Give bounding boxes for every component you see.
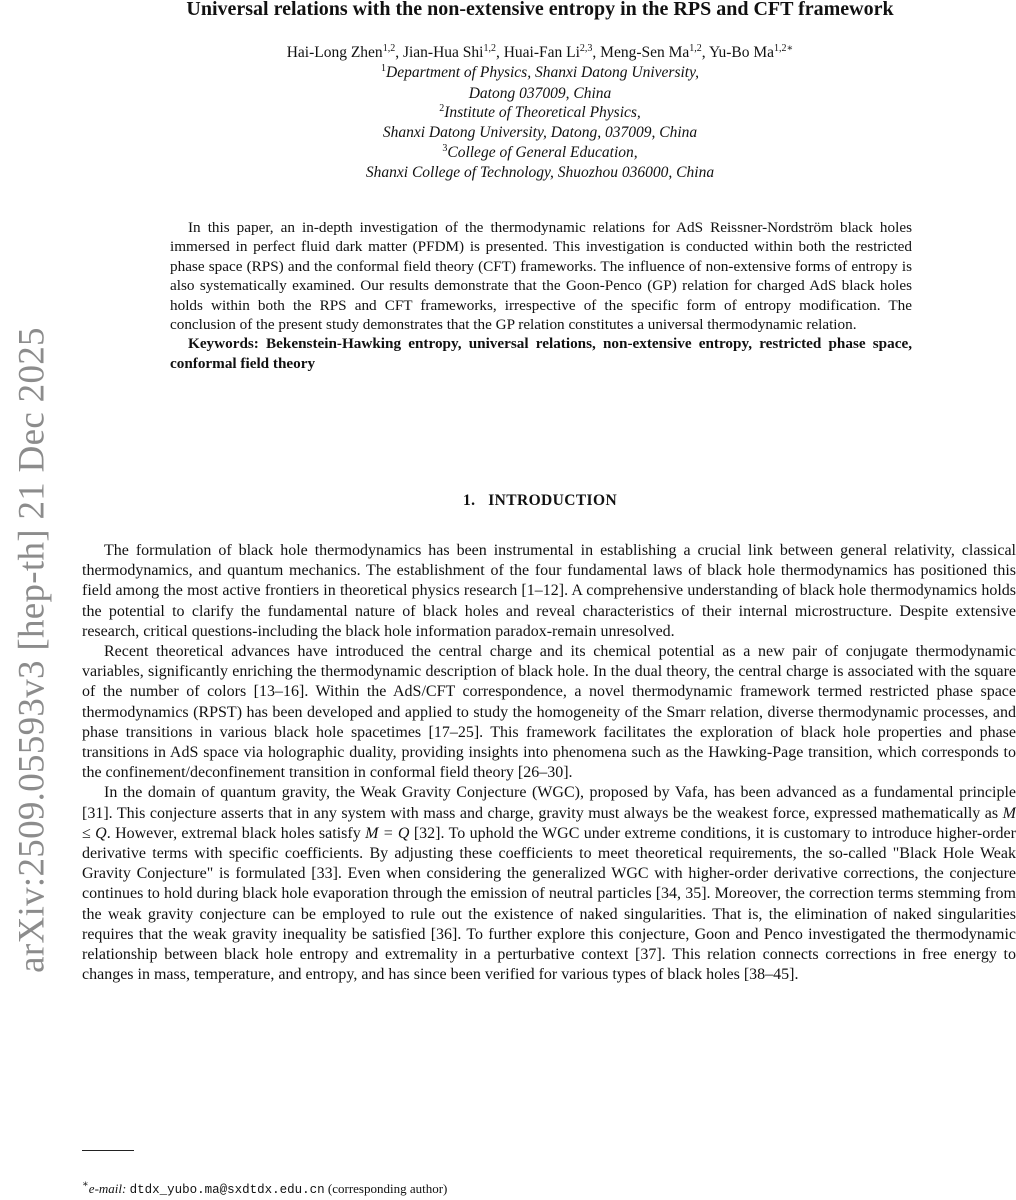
author-affiliation-mark: 1,2: [382, 43, 396, 54]
paragraph: In the domain of quantum gravity, the Weak Gravity Conjecture (WGC), proposed by Vafa, has been advanced as a fundamental principle [31]. This conjecture asserts that in any system with mass and charge, gravity must always be the weakest force, expressed mathematically as M ≤ Q. However, extremal black holes satisfy M = Q [32]. To uphold the WGC under extreme conditions, it is customary to introduce higher-order derivative terms with specific coefficients. By adjusting these coefficients to meet theoretical requirements, the so-called "Black Hole Weak Gravity Conjecture" is formulated [33]. Even when considering the generalized WGC with higher-order derivative corrections, the conjecture continues to hold during black hole evaporation through the emission of neutral particles [34, 35]. Moreover, the correction terms stemming from the weak gravity conjecture can be employed to rule out the existence of naked singularities. That is, the elimination of naked singularities requires that the weak gravity inequality be satisfied [36]. To further explore this conjecture, Goon and Penco investigated the thermodynamic relationship between black hole entropy and extremality in a perturbative context [37]. This relation connects corrections in free energy to changes in mass, temperature, and entropy, and has since been verified for various types of black holes [38–45].: [82, 784, 1016, 984]
keywords: [170, 334, 912, 373]
paragraph: Recent theoretical advances have introduced the central charge and its chemical potential as a new pair of conjugate thermodynamic variables, significantly enriching the thermodynamic description of black hole. In the dual theory, the central charge is associated with the square of the number of colors [13–16]. Within the AdS/CFT correspondence, a novel thermodynamic framework termed restricted phase space thermodynamics (RPST) has been developed and applied to study the homogeneity of the Smarr relation, diverse thermodynamic processes, and phase transitions in various black hole spacetimes [17–25]. This framework facilitates the exploration of black hole properties and phase transitions in AdS space via holographic duality, providing insights into phenomena such as the Hawking-Page transition, which corresponds to the confinement/deconfinement transition in conformal field theory [26–30].: [82, 643, 1016, 782]
affiliation-3-line-2: Shanxi College of Technology, Shuozhou 036000, China: [365, 164, 715, 181]
author-name: Jian-Hua Shi: [402, 44, 484, 61]
author-name: Huai-Fan Li: [503, 44, 580, 61]
math-inline: M = Q: [365, 824, 410, 842]
section-title: INTRODUCTION: [488, 492, 618, 509]
footnote-mark: ∗: [82, 1179, 89, 1190]
affiliation-1-line-2: Datong 037009, China: [468, 85, 612, 102]
email-link[interactable]: dtdx_yubo.ma@sxdtdx.edu.cn: [129, 1183, 325, 1197]
keywords-list: Bekenstein-Hawking entropy, universal relations, non-extensive entropy, restricted phase space, conformal field theory: [170, 335, 913, 372]
author-name: Yu-Bo Ma: [708, 44, 774, 61]
affiliation-2-line-1: $^2$Institute of Theoretical Physics,: [439, 103, 641, 121]
author-affiliation-mark: 2,3: [579, 43, 593, 54]
author-list: Hai-Long Zhen$^{1,2}$, Jian-Hua Shi$^{1,2}$, Huai-Fan Li$^{2,3}$, Meng-Sen Ma$^{1,2}$, Yu-Bo $Ma^{1,2∗}$: [286, 43, 794, 61]
affiliation-1-line-1: $^1$Department of Physics, Shanxi Datong University,: [381, 63, 699, 81]
author-affiliation-mark: 1,2: [689, 43, 702, 54]
section-number: 1.: [462, 492, 476, 509]
math-inline: M ≤ Q: [82, 804, 1016, 842]
author-name: Hai-Long Zhen: [286, 44, 383, 61]
author-affiliation-mark: 1,2: [483, 43, 496, 54]
arxiv-identifier: arXiv:2509.05593v3 [hep-th] 21 Dec 2025: [11, 327, 53, 973]
footnote: [82, 1181, 447, 1197]
affiliation-2-line-2: Shanxi Datong University, Datong, 037009, China: [382, 124, 698, 141]
paragraph: The formulation of black hole thermodynamics has been instrumental in establishing a crucial link between general relativity, classical thermodynamics, and quantum mechanics. The establishment of the four fundamental laws of black hole thermodynamics has positioned this field among the most active frontiers in theoretical physics research [1–12]. A comprehensive understanding of black hole thermodynamics holds the potential to clarify the fundamental nature of black holes and reveal characteristics of their internal microstructure. Despite extensive research, critical questions-including the black hole information paradox-remain unresolved.: [82, 542, 1016, 640]
affiliation-3-line-1: $^3$College of General Education,: [442, 143, 638, 161]
abstract: [170, 218, 912, 373]
abstract-text: In this paper, an in-depth investigation of the thermodynamic relations for AdS Reissner-Nordström black holes immersed in perfect fluid dark matter (PFDM) is presented. This investigation is conducted within both the restricted phase space (RPS) and the conformal field theory (CFT) frameworks. The influence of non-extensive forms of entropy is also systematically examined. Our results demonstrate that the Goon-Penco (GP) relation for charged AdS black holes holds within both the RPS and CFT frameworks, irrespective of the specific form of entropy modification. The conclusion of the present study demonstrates that the GP relation constitutes a universal thermodynamic relation.: [170, 219, 912, 334]
paper-title: Universal relations with the non-extensive entropy in the RPS and CFT framework: [186, 0, 894, 20]
section-heading: [0, 492, 1016, 510]
body-text: [82, 541, 1016, 985]
footnote-note: (corresponding author): [327, 1181, 448, 1196]
author-affiliation-mark: 1,2∗: [773, 43, 794, 54]
footnote-rule: [82, 1150, 134, 1151]
keywords-label: Keywords:: [188, 335, 259, 353]
author-name: Meng-Sen Ma: [600, 44, 690, 61]
footnote-label: e-mail:: [88, 1181, 127, 1196]
